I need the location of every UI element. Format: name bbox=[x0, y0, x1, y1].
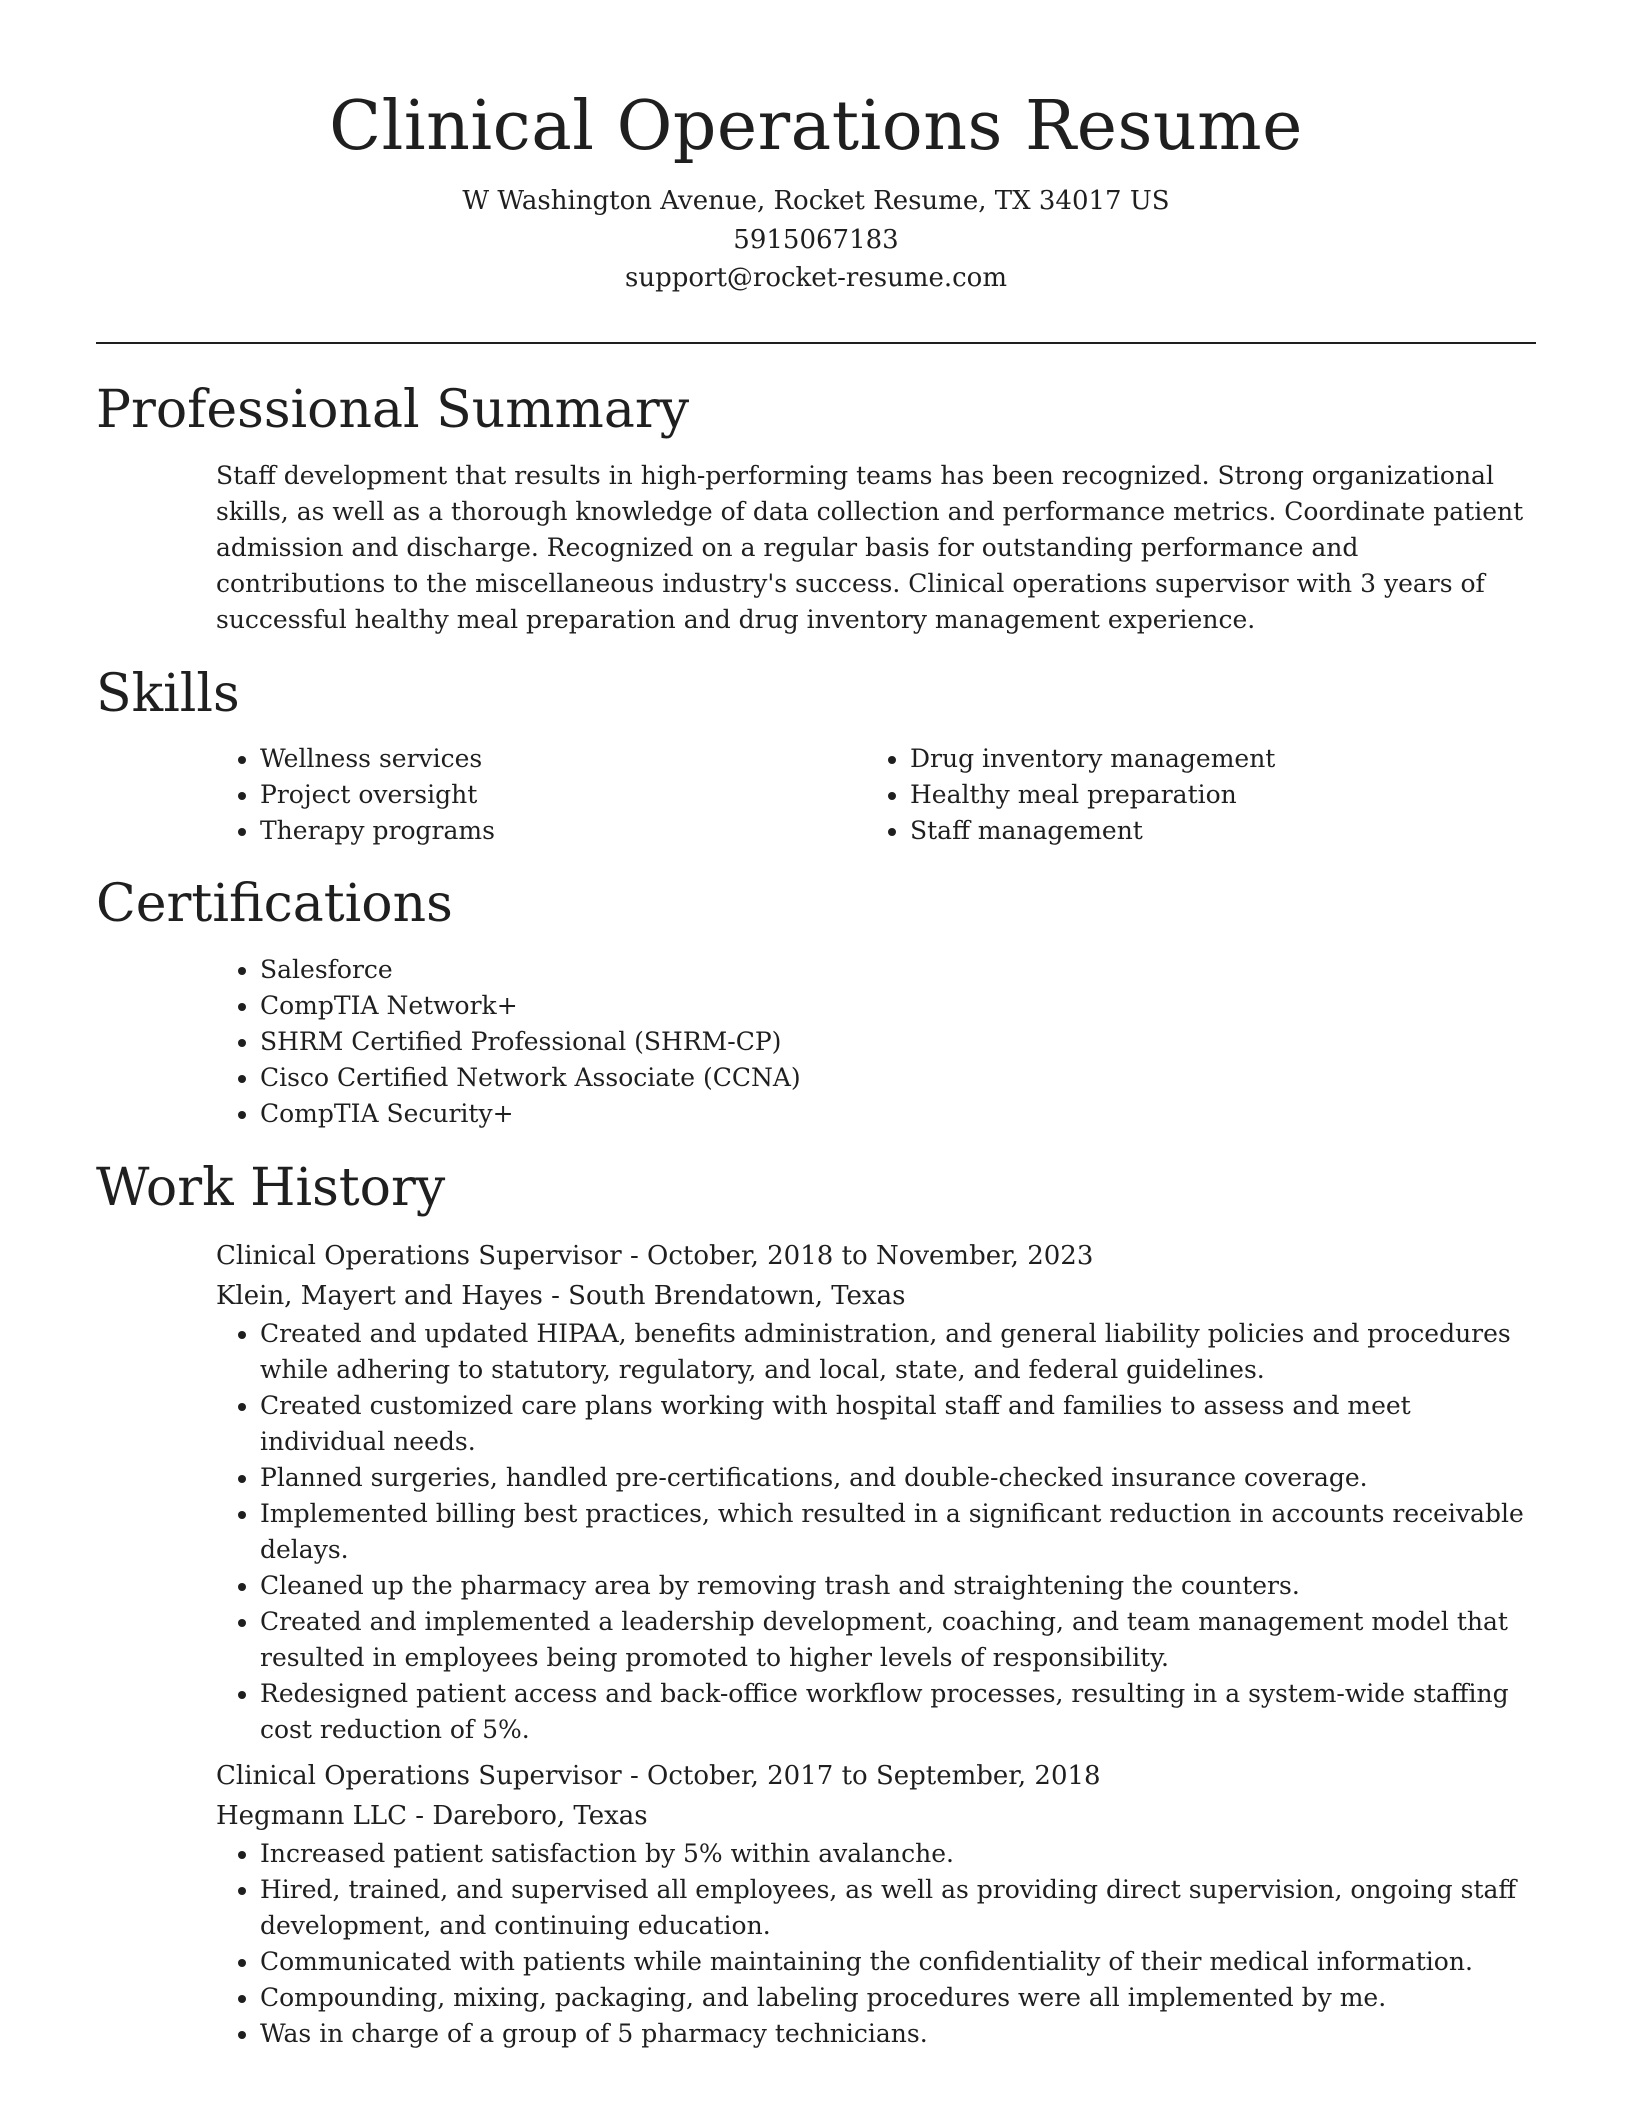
header-divider bbox=[96, 342, 1536, 344]
job-entry bbox=[216, 1236, 1534, 1748]
job-duty-item: • Created customized care plans working with hospital staff and families to assess and meet individual needs. bbox=[260, 1388, 1534, 1460]
job-duty-item: • Created and updated HIPAA, benefits administration, and general liability policies and procedures while adhering to statutory, regulatory, and local, state, and federal guidelines. bbox=[260, 1316, 1534, 1388]
job-duties bbox=[216, 1836, 1534, 2052]
job-company-line bbox=[216, 1276, 1534, 1316]
job-title-line bbox=[216, 1236, 1534, 1276]
job-company: Klein, Mayert and Hayes bbox=[216, 1281, 543, 1311]
skills-heading: Skills bbox=[96, 664, 240, 724]
resume-title: Clinical Operations Resume bbox=[329, 87, 1303, 166]
job-role: Clinical Operations Supervisor bbox=[216, 1241, 622, 1271]
phone-text: 5915067183 bbox=[733, 224, 899, 255]
job-duties bbox=[216, 1316, 1534, 1748]
job-duty-item: • Redesigned patient access and back-office workflow processes, resulting in a system-wide staffing cost reduction of 5%. bbox=[260, 1676, 1534, 1748]
job-duty-item: • Planned surgeries, handled pre-certifications, and double-checked insurance coverage. bbox=[260, 1460, 1534, 1496]
summary-text: Staff development that results in high-performing teams has been recognized. Strong organizational skills, as well as a thorough knowledge of data collection and performance metrics. Coordinate patient admission and discharge. Recognized on a regular basis for outstanding performance and contributions to the miscellaneous industry's success. Clinical operations supervisor with 3 years of successful healthy meal preparation and drug inventory management experience. bbox=[216, 461, 1524, 634]
certifications-block bbox=[216, 952, 1534, 1132]
certifications-heading: Certifications bbox=[96, 874, 453, 934]
job-duty-item: • Created and implemented a leadership development, coaching, and team management model that resulted in employees being promoted to higher levels of responsibility. bbox=[260, 1604, 1534, 1676]
skill-item: • Staff management bbox=[910, 813, 1516, 849]
summary-heading: Professional Summary bbox=[96, 380, 690, 440]
skill-item: • Healthy meal preparation bbox=[910, 777, 1516, 813]
job-company-line bbox=[216, 1796, 1534, 1836]
job-dates: - October, 2017 to September, 2018 bbox=[621, 1761, 1101, 1791]
skill-item: • Project oversight bbox=[260, 777, 866, 813]
job-duty-item: • Communicated with patients while maintaining the confidentiality of their medical information. bbox=[260, 1944, 1534, 1980]
work-history-heading: Work History bbox=[96, 1158, 446, 1218]
certification-item: • CompTIA Security+ bbox=[260, 1096, 1534, 1132]
job-company: Hegmann LLC bbox=[216, 1801, 408, 1831]
skills-grid bbox=[216, 741, 1534, 849]
resume-header bbox=[96, 82, 1536, 298]
email-text: support@rocket-resume.com bbox=[624, 263, 1007, 293]
skill-item: • Drug inventory management bbox=[910, 741, 1516, 777]
job-duty-item: • Was in charge of a group of 5 pharmacy technicians. bbox=[260, 2016, 1534, 2052]
job-entry bbox=[216, 1756, 1534, 2052]
job-dates: - October, 2018 to November, 2023 bbox=[621, 1241, 1094, 1271]
contact-info bbox=[96, 182, 1536, 298]
job-duty-item: • Compounding, mixing, packaging, and labeling procedures were all implemented by me. bbox=[260, 1980, 1534, 2016]
address-text: W Washington Avenue, Rocket Resume, TX 34017 US bbox=[462, 186, 1170, 216]
job-duty-item: • Increased patient satisfaction by 5% within avalanche. bbox=[260, 1836, 1534, 1872]
skills-column-left bbox=[216, 741, 866, 849]
skill-item: • Wellness services bbox=[260, 741, 866, 777]
skills-column-right bbox=[866, 741, 1516, 849]
job-duty-item: • Implemented billing best practices, which resulted in a significant reduction in accounts receivable delays. bbox=[260, 1496, 1534, 1568]
job-location: - Dareboro, Texas bbox=[407, 1801, 648, 1831]
job-duty-item: • Hired, trained, and supervised all employees, as well as providing direct supervision, ongoing staff development, and continuing education. bbox=[260, 1872, 1534, 1944]
summary-block bbox=[216, 458, 1534, 638]
skill-item: • Therapy programs bbox=[260, 813, 866, 849]
job-role: Clinical Operations Supervisor bbox=[216, 1761, 622, 1791]
certification-item: • CompTIA Network+ bbox=[260, 988, 1534, 1024]
certification-item: • Cisco Certified Network Associate (CCNA) bbox=[260, 1060, 1534, 1096]
job-title-line bbox=[216, 1756, 1534, 1796]
job-location: - South Brendatown, Texas bbox=[542, 1281, 906, 1311]
certification-item: • Salesforce bbox=[260, 952, 1534, 988]
certification-item: • SHRM Certified Professional (SHRM-CP) bbox=[260, 1024, 1534, 1060]
job-duty-item: • Cleaned up the pharmacy area by removing trash and straightening the counters. bbox=[260, 1568, 1534, 1604]
